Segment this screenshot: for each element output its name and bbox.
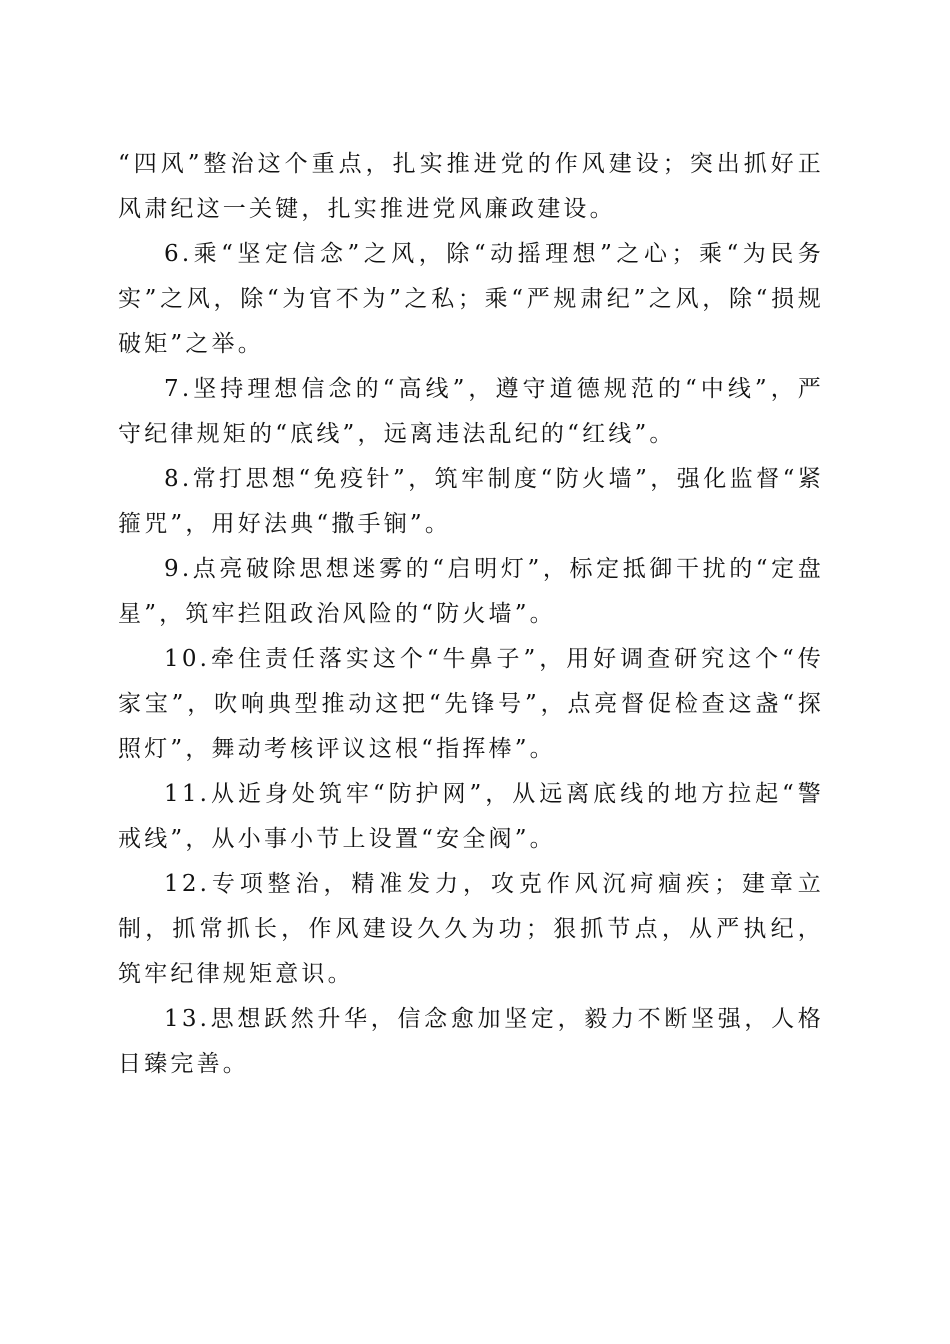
paragraph-item-8: 8.常打思想“免疫针”，筑牢制度“防火墙”，强化监督“紧箍咒”，用好法典“撒手锏”。: [118, 466, 824, 537]
paragraph-item-10: 10.牵住责任落实这个“牛鼻子”，用好调查研究这个“传家宝”，吹响典型推动这把“先锋号”，点亮督促检查这盏“探照灯”，舞动考核评议这根“指挥棒”。: [118, 646, 824, 762]
document-page: [118, 142, 824, 1087]
paragraph-continuation: “四风”整治这个重点，扎实推进党的作风建设；突出抓好正风肃纪这一关键，扎实推进党风廉政建设。: [118, 151, 824, 222]
paragraph-item-7: 7.坚持理想信念的“高线”，遵守道德规范的“中线”，严守纪律规矩的“底线”，远离违法乱纪的“红线”。: [118, 376, 824, 447]
paragraph-item-9: 9.点亮破除思想迷雾的“启明灯”，标定抵御干扰的“定盘星”，筑牢拦阻政治风险的“防火墙”。: [118, 556, 824, 627]
paragraph-item-12: 12.专项整治，精准发力，攻克作风沉疴痼疾；建章立制，抓常抓长，作风建设久久为功；狠抓节点，从严执纪，筑牢纪律规矩意识。: [118, 871, 824, 987]
paragraph-item-13: 13.思想跃然升华，信念愈加坚定，毅力不断坚强，人格日臻完善。: [118, 1006, 824, 1077]
paragraph-item-6: 6.乘“坚定信念”之风，除“动摇理想”之心；乘“为民务实”之风，除“为官不为”之私；乘“严规肃纪”之风，除“损规破矩”之举。: [118, 241, 824, 357]
paragraph-item-11: 11.从近身处筑牢“防护网”，从远离底线的地方拉起“警戒线”，从小事小节上设置“安全阀”。: [118, 781, 824, 852]
